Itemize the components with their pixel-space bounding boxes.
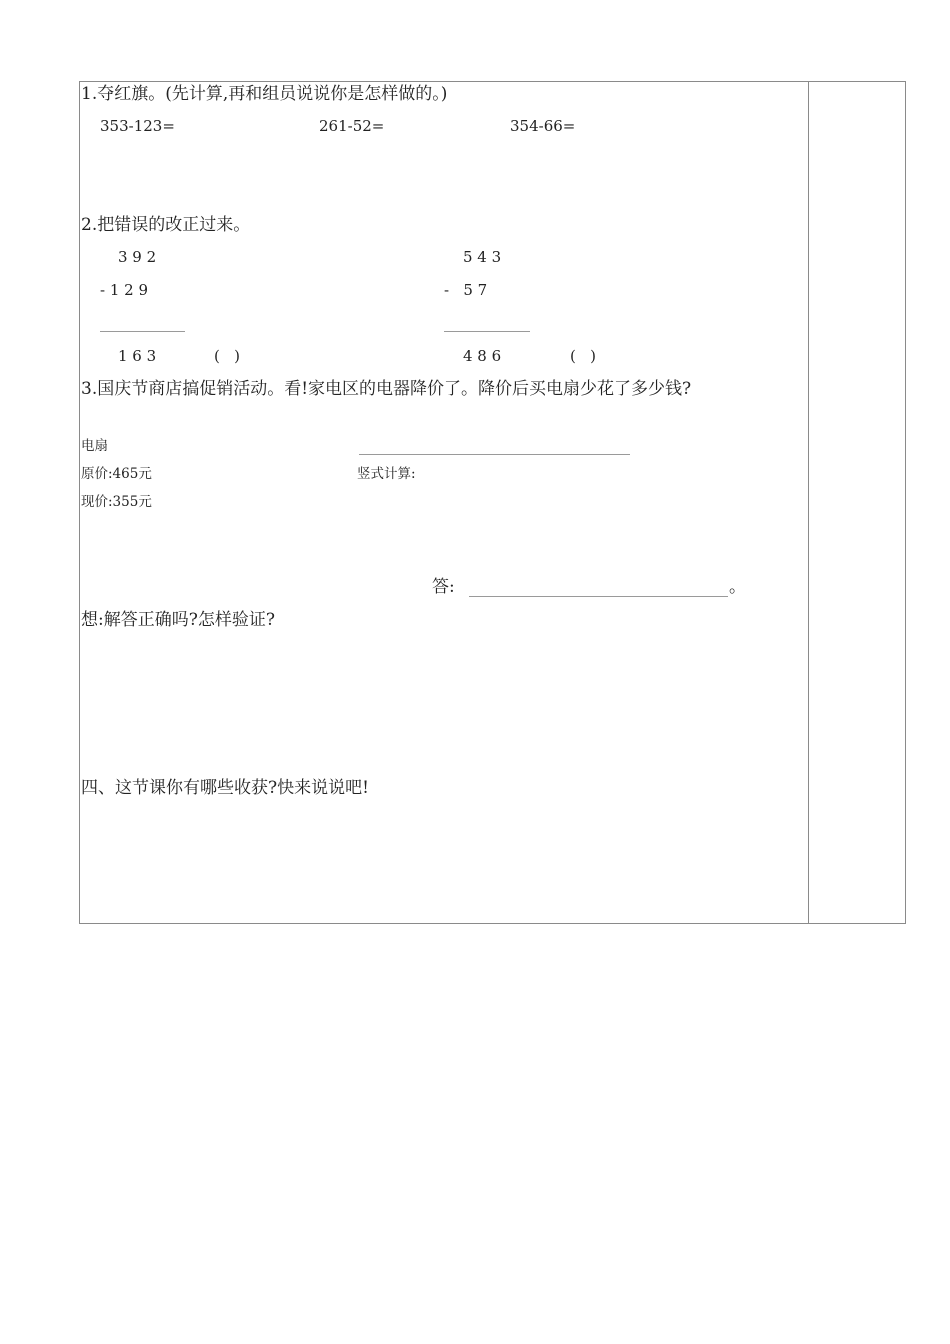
q3-item-name: 电扇 — [81, 438, 108, 454]
question-2-title: 2.把错误的改正过来。 — [81, 215, 251, 235]
think-prompt: 想:解答正确吗?怎样验证? — [81, 610, 275, 630]
q3-top-line — [359, 454, 630, 455]
q2-left-answer-paren: ( ) — [214, 347, 241, 365]
q1-problem-2: 261-52= — [319, 117, 385, 135]
column-divider — [808, 81, 809, 924]
q3-original-price: 原价:465元 — [81, 466, 152, 482]
q3-answer-end: 。 — [729, 577, 746, 597]
question-3-title: 3.国庆节商店搞促销活动。看!家电区的电器降价了。降价后买电扇少花了多少钱? — [81, 379, 692, 399]
q2-right-answer-paren: ( ) — [570, 347, 597, 365]
question-1-title: 1.夺红旗。(先计算,再和组员说说你是怎样做的。) — [81, 84, 448, 104]
q1-problem-3: 354-66= — [510, 117, 576, 135]
q3-answer-line — [469, 596, 728, 597]
q2-left-result: 1 6 3 — [118, 347, 157, 365]
q2-left-line — [100, 331, 185, 332]
q2-left-subtrahend: - 1 2 9 — [100, 281, 149, 299]
q1-problem-1: 353-123= — [100, 117, 175, 135]
section-4-title: 四、这节课你有哪些收获?快来说说吧! — [81, 778, 369, 798]
q2-right-line — [444, 331, 530, 332]
q2-right-minuend: 5 4 3 — [463, 248, 502, 266]
q3-answer-label: 答: — [432, 577, 455, 597]
q2-right-subtrahend: - 5 7 — [444, 281, 488, 299]
q3-vertical-calc-label: 竖式计算: — [357, 466, 416, 482]
q2-right-result: 4 8 6 — [463, 347, 502, 365]
q3-current-price: 现价:355元 — [81, 494, 152, 510]
q2-left-minuend: 3 9 2 — [118, 248, 157, 266]
